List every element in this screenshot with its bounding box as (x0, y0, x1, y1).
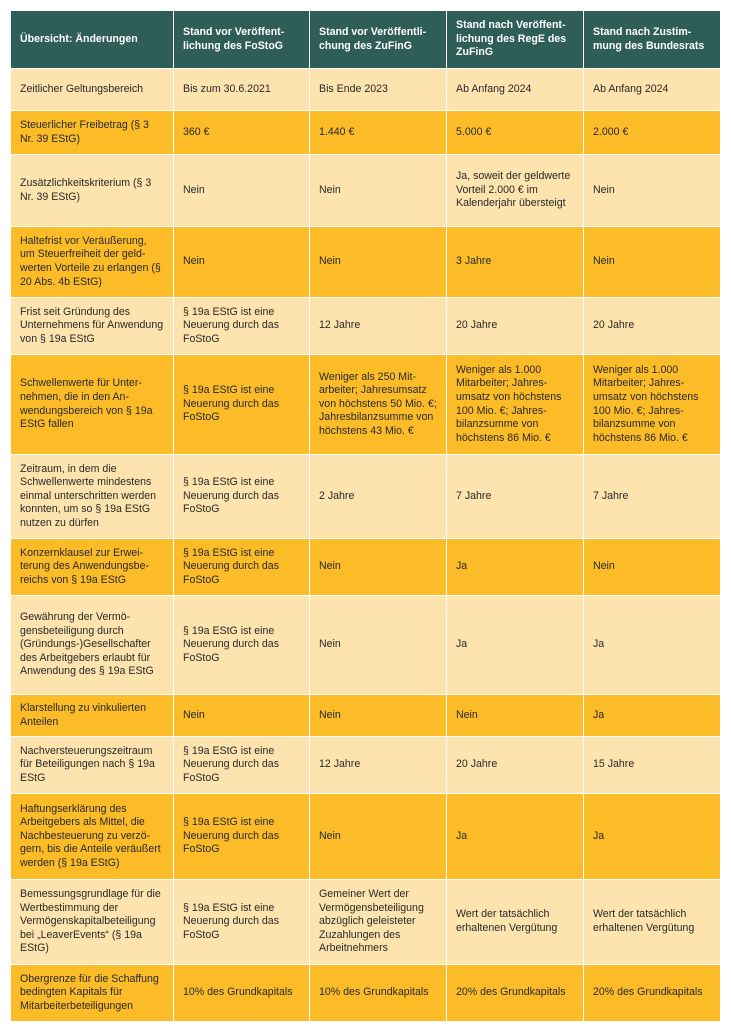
row-label: Gewährung der Vermögensbeteiligung durch (Gründungs-)Gesellschafter des Arbeitgebers erlaubt für Anwendung des § 19a EStG (11, 596, 174, 695)
table-row (11, 539, 721, 596)
table-row (11, 69, 721, 111)
table-row (11, 596, 721, 695)
table-cell: Ja, soweit der geldwerte Vorteil 2.000 € im Kalenderjahr übersteigt (447, 155, 584, 227)
table-cell: Nein (174, 695, 310, 737)
row-label: Frist seit Gründung des Unternehmens für Anwendung von § 19a EStG (11, 298, 174, 355)
table-cell: Nein (584, 155, 721, 227)
table-cell: 15 Jahre (584, 737, 721, 794)
table-cell: § 19a EStG ist eine Neuerung durch das FoStoG (174, 737, 310, 794)
table-cell: Nein (174, 227, 310, 298)
table-cell: Gemeiner Wert der Vermögensbeteiligung abzüglich geleisteter Zuzahlungen des Arbeitnehmers (310, 880, 447, 965)
table-cell: Weniger als 1.000 Mitarbeiter; Jahresumsatz von höchstens 100 Mio. €; Jahresbilanzsumme von höchstens 86 Mio. € (447, 355, 584, 455)
table-cell: Ja (447, 596, 584, 695)
table-cell: 360 € (174, 111, 310, 155)
table-cell: Weniger als 250 Mitarbeiter; Jahresumsatz von höchstens 50 Mio. €; Jahresbilanzsumme von höchstens 43 Mio. € (310, 355, 447, 455)
table-row (11, 965, 721, 1022)
table-cell: Ja (447, 794, 584, 880)
row-label: Klarstellung zu vinkulierten Anteilen (11, 695, 174, 737)
row-label: Haltefrist vor Veräußerung, um Steuerfreiheit der geldwerten Vorteile zu erlangen (§ 20 Abs. 4b EStG) (11, 227, 174, 298)
table-cell: 2 Jahre (310, 455, 447, 539)
table-cell: 20 Jahre (584, 298, 721, 355)
row-label: Zeitlicher Geltungsbereich (11, 69, 174, 111)
table-cell: Ja (447, 539, 584, 596)
table-row (11, 695, 721, 737)
table-cell: Bis Ende 2023 (310, 69, 447, 111)
table-cell: 12 Jahre (310, 298, 447, 355)
table-cell: 20% des Grundkapitals (447, 965, 584, 1022)
table-cell: Weniger als 1.000 Mitarbeiter; Jahresumsatz von höchstens 100 Mio. €; Jahresbilanzsumme von höchstens 86 Mio. € (584, 355, 721, 455)
table-cell: Nein (584, 539, 721, 596)
table-cell: Nein (310, 695, 447, 737)
table-cell: § 19a EStG ist eine Neuerung durch das FoStoG (174, 298, 310, 355)
row-label: Obergrenze für die Schaffung bedingten Kapitals für Mitarbeiterbeteiligungen (11, 965, 174, 1022)
table-cell: 10% des Grundkapitals (310, 965, 447, 1022)
row-label: Schwellenwerte für Unternehmen, die in den Anwendungsbereich von § 19a EStG fallen (11, 355, 174, 455)
row-label: Nachversteuerungszeitraum für Beteiligungen nach § 19a EStG (11, 737, 174, 794)
table-cell: § 19a EStG ist eine Neuerung durch das FoStoG (174, 539, 310, 596)
table-cell: 5.000 € (447, 111, 584, 155)
row-label: Konzernklausel zur Erweiterung des Anwendungsbereichs von § 19a EStG (11, 539, 174, 596)
table-row (11, 455, 721, 539)
table-cell: § 19a EStG ist eine Neuerung durch das FoStoG (174, 880, 310, 965)
table-cell: Nein (447, 695, 584, 737)
table-cell: Nein (310, 596, 447, 695)
table-header-row (11, 11, 721, 69)
table-row (11, 794, 721, 880)
row-label: Bemessungsgrundlage für die Wertbestimmung der Vermögenskapitalbeteiligung bei „LeaverEvents“ (§ 19a EStG) (11, 880, 174, 965)
table-cell: § 19a EStG ist eine Neuerung durch das FoStoG (174, 455, 310, 539)
table-cell: 20 Jahre (447, 737, 584, 794)
table-cell: 20 Jahre (447, 298, 584, 355)
table-row (11, 737, 721, 794)
header-after-bundesrat: Stand nach Zustimmung des Bundesrats (584, 11, 721, 69)
header-after-rege: Stand nach Veröffentlichung des RegE des ZuFinG (447, 11, 584, 69)
comparison-table (10, 10, 721, 1022)
table-row (11, 355, 721, 455)
table-cell: Wert der tatsächlich erhaltenen Vergütung (584, 880, 721, 965)
table-cell: § 19a EStG ist eine Neuerung durch das FoStoG (174, 355, 310, 455)
table-cell: 7 Jahre (584, 455, 721, 539)
row-label: Haftungserklärung des Arbeitgebers als Mittel, die Nachbesteuerung zu verzögern, bis die Anteile veräußert werden (§ 19a EStG) (11, 794, 174, 880)
table-row (11, 298, 721, 355)
table-cell: 10% des Grundkapitals (174, 965, 310, 1022)
table-cell: Ab Anfang 2024 (447, 69, 584, 111)
header-before-zufing: Stand vor Veröffentlichung des ZuFinG (310, 11, 447, 69)
table-cell: Nein (584, 227, 721, 298)
table-cell: 3 Jahre (447, 227, 584, 298)
table-cell: 20% des Grundkapitals (584, 965, 721, 1022)
table-cell: Nein (310, 539, 447, 596)
table-cell: 12 Jahre (310, 737, 447, 794)
table-cell: Ja (584, 695, 721, 737)
row-label: Zusätzlichkeitskriterium (§ 3 Nr. 39 EStG) (11, 155, 174, 227)
table-row (11, 155, 721, 227)
table-row (11, 111, 721, 155)
table-cell: Nein (310, 794, 447, 880)
header-overview: Übersicht: Änderungen (11, 11, 174, 69)
table-cell: § 19a EStG ist eine Neuerung durch das FoStoG (174, 596, 310, 695)
table-cell: Bis zum 30.6.2021 (174, 69, 310, 111)
header-before-fostog: Stand vor Veröffentlichung des FoStoG (174, 11, 310, 69)
table-cell: Ja (584, 596, 721, 695)
row-label: Zeitraum, in dem die Schwellenwerte mindestens einmal unterschritten werden konnten, um so § 19a EStG nutzen zu dürfen (11, 455, 174, 539)
table-cell: 1.440 € (310, 111, 447, 155)
table-cell: Nein (310, 227, 447, 298)
table-cell: Nein (174, 155, 310, 227)
comparison-table-container (10, 10, 720, 1022)
row-label: Steuerlicher Freibetrag (§ 3 Nr. 39 EStG) (11, 111, 174, 155)
table-row (11, 880, 721, 965)
table-cell: 2.000 € (584, 111, 721, 155)
table-row (11, 227, 721, 298)
table-cell: Ab Anfang 2024 (584, 69, 721, 111)
table-cell: § 19a EStG ist eine Neuerung durch das FoStoG (174, 794, 310, 880)
table-cell: 7 Jahre (447, 455, 584, 539)
table-cell: Nein (310, 155, 447, 227)
table-cell: Ja (584, 794, 721, 880)
table-cell: Wert der tatsächlich erhaltenen Vergütung (447, 880, 584, 965)
